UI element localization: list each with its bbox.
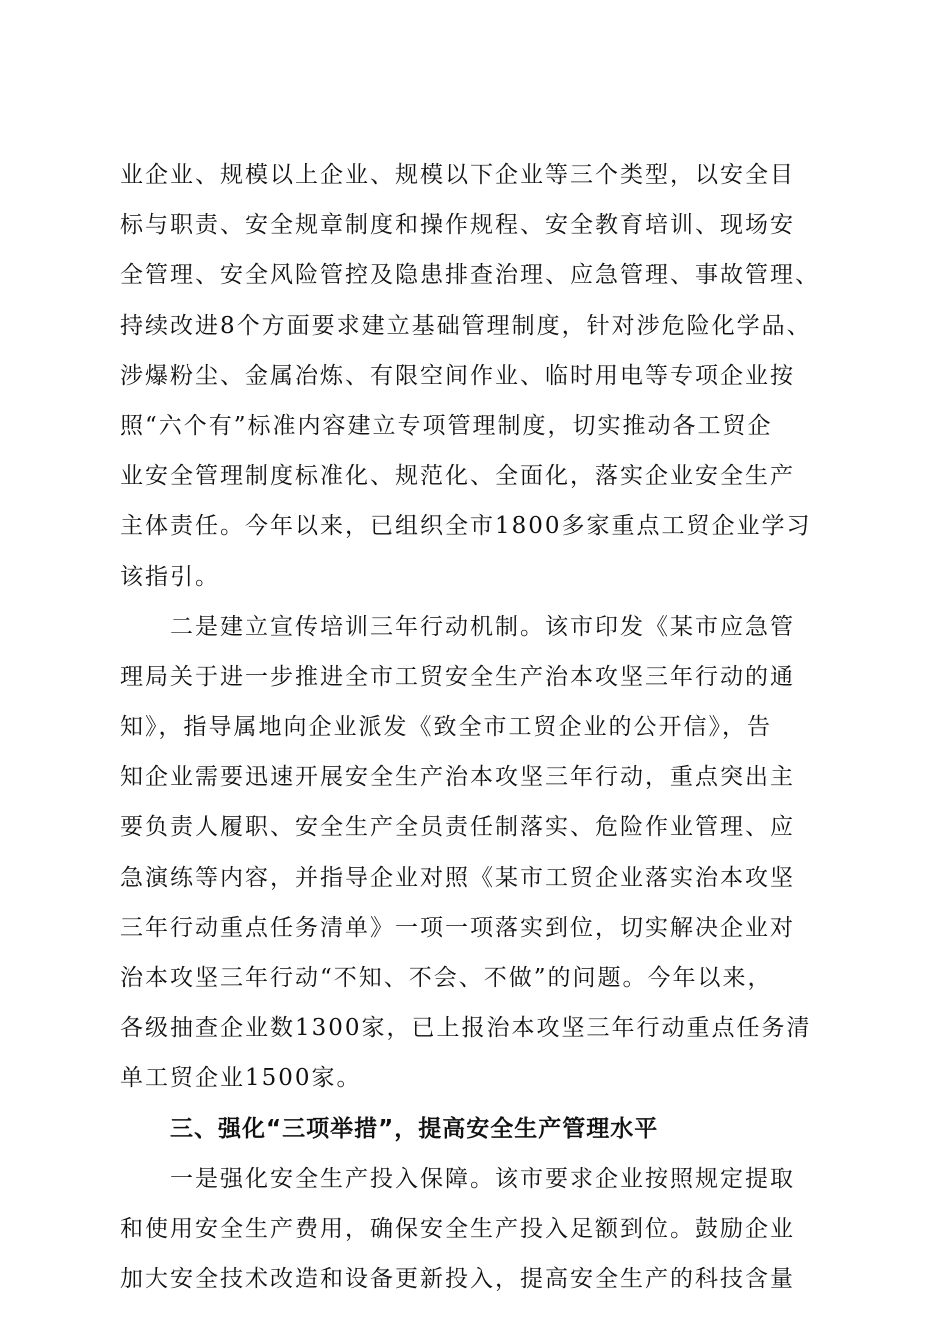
text-line: 知》，指导属地向企业派发《致全市工贸企业的公开信》，告 xyxy=(120,714,772,741)
text-line: 全管理、安全风险管控及隐患排查治理、应急管理、事故管理、 xyxy=(120,262,820,289)
body-text xyxy=(120,150,840,1304)
text-line: 理局关于进一步推进全市工贸安全生产治本攻坚三年行动的通 xyxy=(120,663,795,690)
text-line: 照“六个有”标准内容建立专项管理制度，切实推动各工贸企 xyxy=(120,412,773,439)
text-line: 单工贸企业1500家。 xyxy=(120,1065,362,1092)
text-line: 持续改进8个方面要求建立基础管理制度，针对涉危险化学品、 xyxy=(120,312,812,339)
text-line: 各级抽查企业数1300家，已上报治本攻坚三年行动重点任务清 xyxy=(120,1015,812,1042)
text-line: 要负责人履职、安全生产全员责任制落实、危险作业管理、应 xyxy=(120,814,795,841)
text-line: 标与职责、安全规章制度和操作规程、安全教育培训、现场安 xyxy=(120,212,795,239)
paragraph-start-line: 一是强化安全生产投入保障。该市要求企业按照规定提取 xyxy=(170,1165,795,1192)
section-heading: 三、强化“三项举措”，提高安全生产管理水平 xyxy=(170,1115,659,1142)
text-line: 该指引。 xyxy=(120,563,220,590)
paragraph-start-line: 二是建立宣传培训三年行动机制。该市印发《某市应急管 xyxy=(170,613,795,640)
text-line: 涉爆粉尘、金属冶炼、有限空间作业、临时用电等专项企业按 xyxy=(120,362,795,389)
text-line: 三年行动重点任务清单》一项一项落实到位，切实解决企业对 xyxy=(120,914,795,941)
text-line: 加大安全技术改造和设备更新投入，提高安全生产的科技含量 xyxy=(120,1266,795,1293)
text-line: 业安全管理制度标准化、规范化、全面化，落实企业安全生产 xyxy=(120,463,795,490)
text-line: 知企业需要迅速开展安全生产治本攻坚三年行动，重点突出主 xyxy=(120,764,795,791)
text-line: 急演练等内容，并指导企业对照《某市工贸企业落实治本攻坚 xyxy=(120,864,795,891)
text-line: 治本攻坚三年行动“不知、不会、不做”的问题。今年以来， xyxy=(120,965,773,991)
text-line: 和使用安全生产费用，确保安全生产投入足额到位。鼓励企业 xyxy=(120,1215,795,1242)
text-line: 主体责任。今年以来，已组织全市1800多家重点工贸企业学习 xyxy=(120,513,812,540)
text-line: 业企业、规模以上企业、规模以下企业等三个类型，以安全目 xyxy=(120,162,795,188)
